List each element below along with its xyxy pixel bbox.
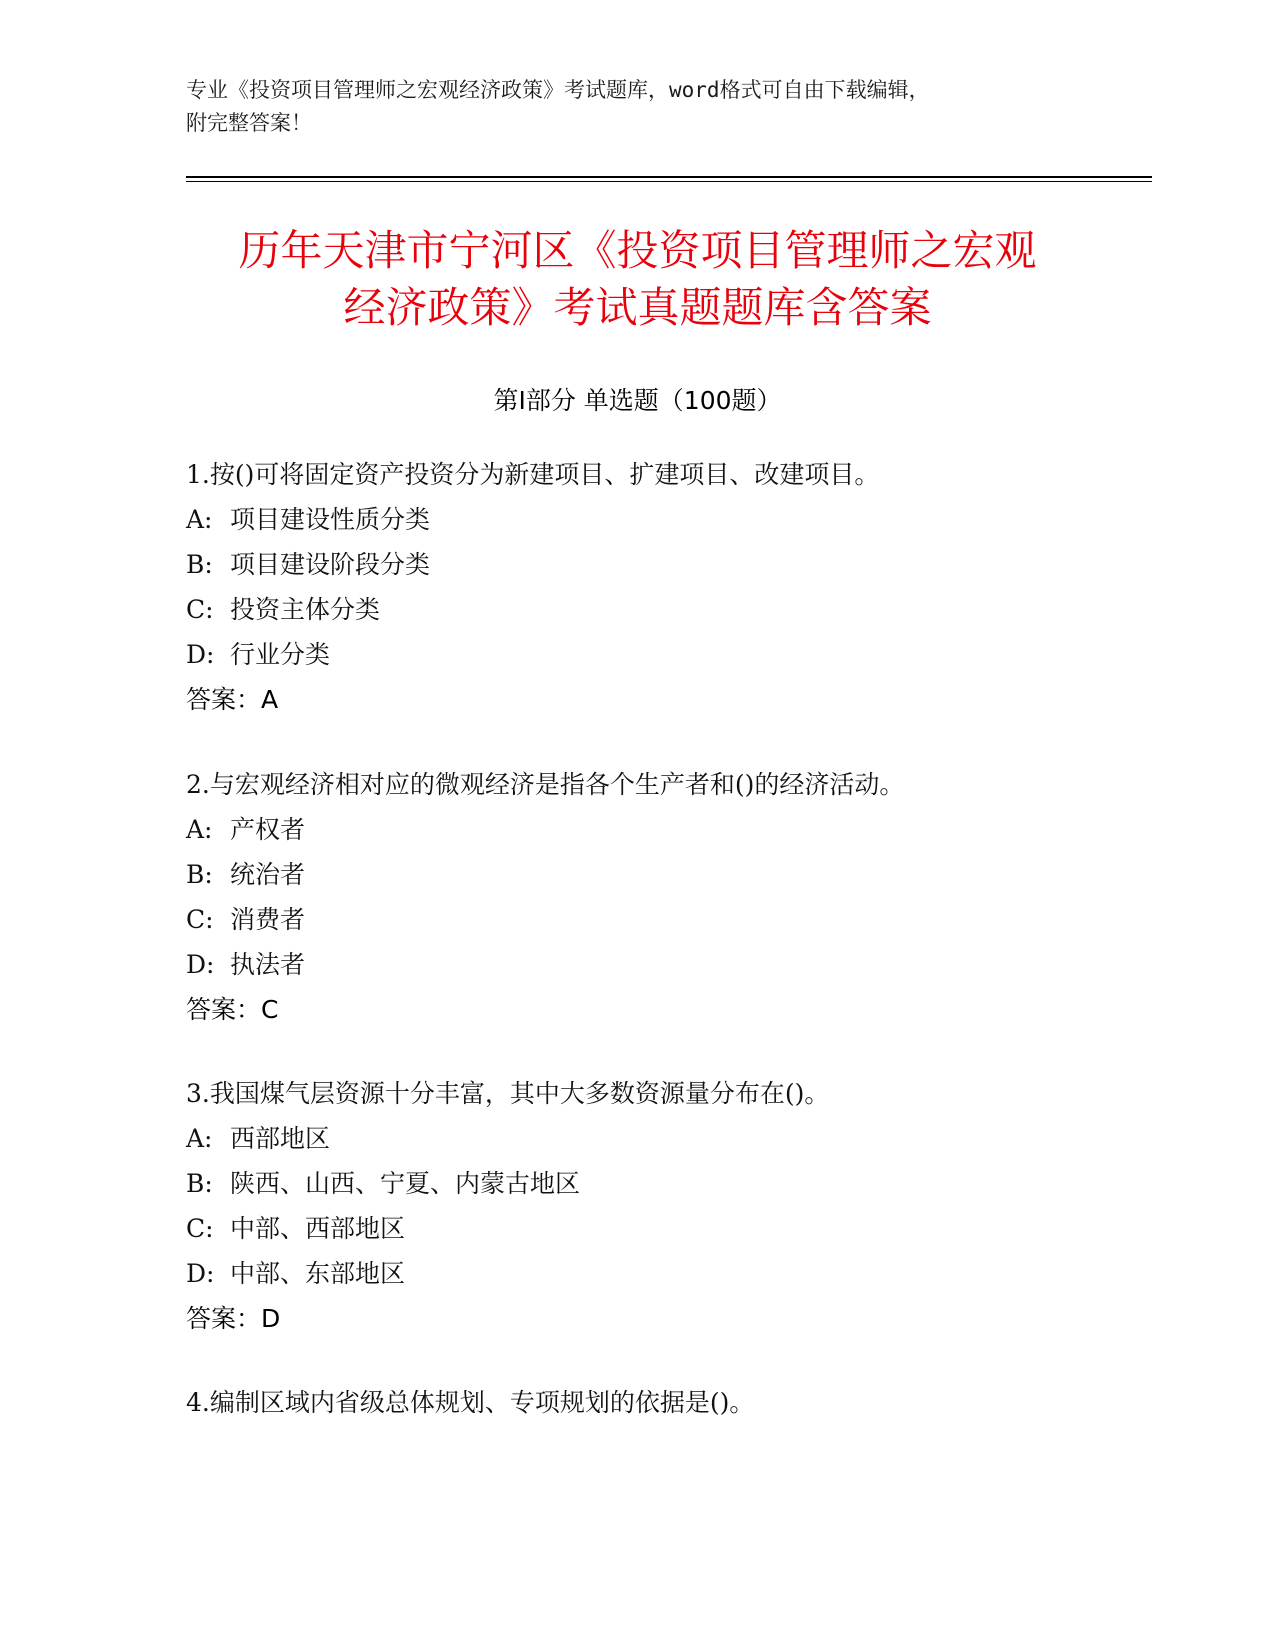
question-4	[186, 1380, 754, 1425]
option-text: 统治者	[230, 860, 306, 889]
option-text: 执法者	[230, 950, 306, 979]
option-letter: C:	[186, 1214, 214, 1243]
question-option-b	[186, 542, 879, 587]
question-option-d	[186, 1251, 829, 1296]
question-answer: 答案：A	[186, 685, 279, 714]
question-option-a	[186, 807, 904, 852]
option-letter: B:	[186, 860, 213, 889]
option-letter: A:	[186, 505, 213, 534]
question-option-c	[186, 587, 879, 632]
question-answer: 答案：C	[186, 995, 279, 1024]
question-option-d	[186, 632, 879, 677]
option-text: 项目建设阶段分类	[230, 550, 431, 579]
option-text: 中部、东部地区	[230, 1259, 406, 1288]
option-letter: C:	[186, 905, 214, 934]
question-option-b	[186, 1161, 829, 1206]
question-stem: 2.与宏观经济相对应的微观经济是指各个生产者和()的经济活动。	[186, 770, 905, 799]
question-option-d	[186, 942, 904, 987]
document-header-note	[186, 74, 1106, 140]
document-title	[0, 222, 1275, 336]
option-letter: D:	[186, 640, 215, 669]
header-divider-thin	[186, 181, 1152, 182]
option-letter: D:	[186, 950, 215, 979]
option-letter: D:	[186, 1259, 215, 1288]
option-text: 行业分类	[230, 640, 331, 669]
header-note-line-2: 附完整答案！	[186, 111, 312, 135]
option-text: 陕西、山西、宁夏、内蒙古地区	[230, 1169, 581, 1198]
question-stem: 4.编制区域内省级总体规划、专项规划的依据是()。	[186, 1388, 755, 1417]
option-text: 投资主体分类	[230, 595, 381, 624]
document-title-line-1: 历年天津市宁河区《投资项目管理师之宏观	[238, 226, 1037, 275]
option-text: 西部地区	[230, 1124, 331, 1153]
question-3	[186, 1071, 829, 1341]
header-note-line-1: 专业《投资项目管理师之宏观经济政策》考试题库，word格式可自由下载编辑，	[186, 78, 930, 102]
option-letter: A:	[186, 1124, 213, 1153]
option-text: 中部、西部地区	[230, 1214, 406, 1243]
question-answer: 答案：D	[186, 1304, 281, 1333]
question-option-c	[186, 1206, 829, 1251]
option-letter: C:	[186, 595, 214, 624]
question-option-b	[186, 852, 904, 897]
option-letter: B:	[186, 550, 213, 579]
question-1	[186, 452, 879, 722]
header-divider-thick	[186, 176, 1152, 178]
option-text: 项目建设性质分类	[230, 505, 431, 534]
question-option-c	[186, 897, 904, 942]
section-heading: 第Ⅰ部分 单选题（100题）	[493, 386, 782, 415]
question-stem: 3.我国煤气层资源十分丰富，其中大多数资源量分布在()。	[186, 1079, 830, 1108]
option-letter: B:	[186, 1169, 213, 1198]
option-text: 消费者	[230, 905, 306, 934]
option-letter: A:	[186, 815, 213, 844]
question-2	[186, 762, 904, 1032]
document-title-line-2: 经济政策》考试真题题库含答案	[343, 283, 932, 332]
question-option-a	[186, 497, 879, 542]
question-stem: 1.按()可将固定资产投资分为新建项目、扩建项目、改建项目。	[186, 460, 880, 489]
question-option-a	[186, 1116, 829, 1161]
option-text: 产权者	[230, 815, 306, 844]
